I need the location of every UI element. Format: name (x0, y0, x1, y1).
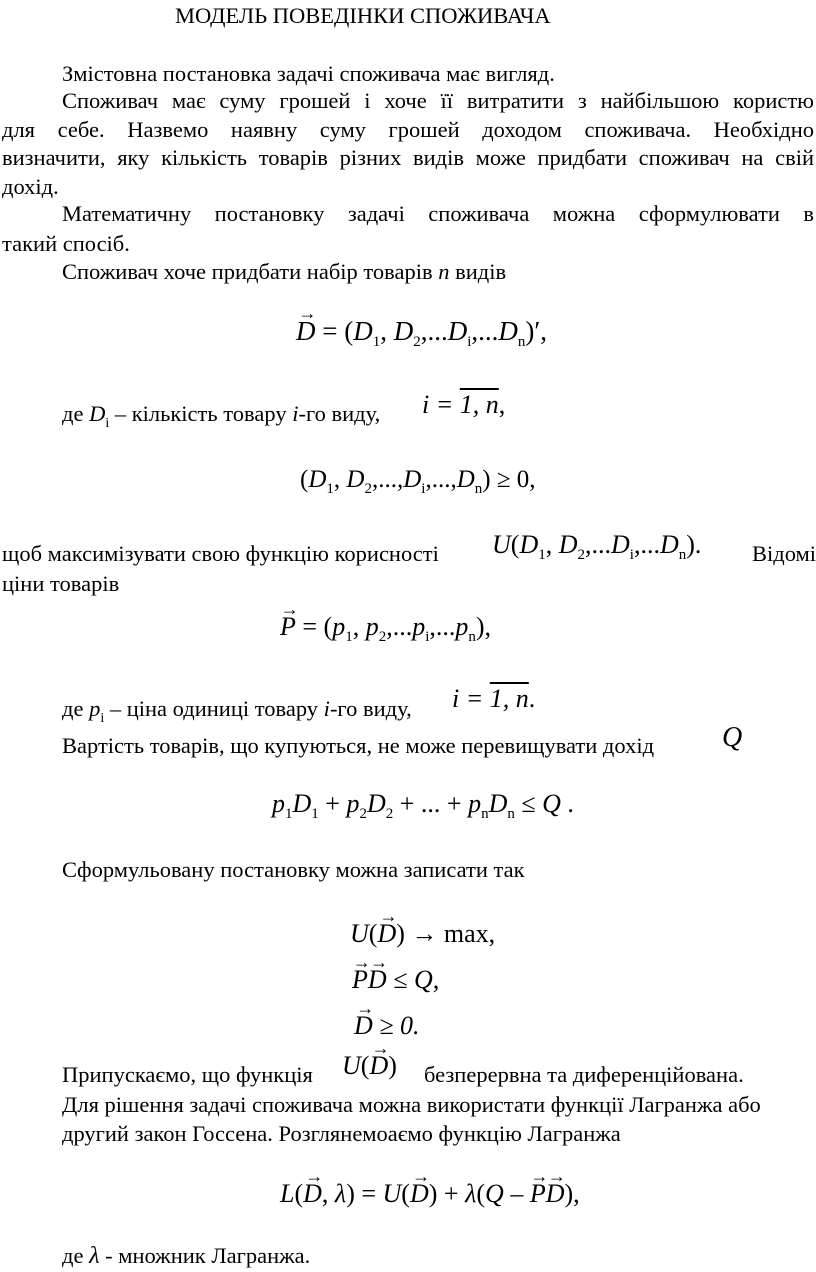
definition-line (62, 694, 412, 724)
sub: 1 (538, 547, 546, 563)
text-run: Відомі (752, 541, 816, 566)
range-i: i = (452, 684, 490, 713)
var: Q (542, 789, 561, 818)
op: + (318, 789, 347, 818)
paren: ( (300, 466, 309, 493)
var: D (447, 316, 468, 346)
paragraph-line: щоб максимізувати свою функцію корисності (2, 541, 439, 566)
text-run: ≤ Q, (386, 965, 440, 994)
var-U: U (342, 1051, 361, 1080)
eq-sign: = ( (295, 612, 333, 641)
text-run: безперервна та диференційована. (424, 1062, 744, 1087)
op: ≤ (514, 789, 543, 818)
paren: ) (396, 919, 405, 948)
sub: 1 (372, 334, 381, 350)
vector-D: → D (377, 919, 396, 949)
var: D (346, 466, 365, 493)
var: i (323, 696, 330, 721)
close: )′, (525, 316, 548, 346)
var-U: U (382, 1179, 402, 1208)
text-run: ≥ 0. (372, 1011, 420, 1040)
text-run: – кількість товару (109, 401, 293, 426)
var: D (403, 466, 422, 493)
var-lambda: λ (334, 1179, 347, 1208)
sub: i (421, 481, 426, 497)
paren: ) (428, 1179, 438, 1208)
vector-P: → P (352, 965, 368, 995)
eq-sign: ) = (346, 1179, 383, 1208)
sep: ,... (429, 612, 456, 641)
equation-lagrange (280, 1179, 580, 1209)
var: p (468, 789, 482, 818)
sub: n (474, 481, 483, 497)
sub: 2 (577, 547, 586, 563)
var: D (89, 401, 106, 426)
paren: ( (476, 1179, 486, 1208)
sep: , (545, 530, 559, 559)
paragraph-line (62, 1241, 310, 1271)
var-lambda: λ (465, 1179, 477, 1208)
paragraph-line: такий спосіб. (2, 231, 130, 256)
paragraph-line: визначити, яку кількість товарів різних видів може придбати споживач на свій (2, 145, 814, 170)
equation-nonnegativity (300, 466, 536, 497)
paragraph-line: дохід. (2, 174, 59, 199)
var: p (332, 612, 346, 641)
paren: ( (401, 1179, 410, 1208)
var-lambda: λ (89, 1243, 100, 1269)
range-1-n: 1, n (489, 684, 529, 713)
sub: 1 (285, 806, 293, 822)
var: p (272, 789, 285, 818)
text-run: де (62, 1243, 90, 1268)
paren: ( (368, 919, 378, 948)
op: – (503, 1179, 530, 1208)
sub: 2 (385, 806, 394, 822)
sub: i (467, 334, 472, 350)
vector-D: → D (303, 1179, 322, 1209)
var: D (353, 316, 373, 346)
equation-price-vector (280, 612, 492, 645)
op: + (437, 1179, 466, 1208)
var: p (346, 789, 360, 818)
paren: ( (294, 1179, 304, 1208)
sub: 1 (311, 806, 319, 822)
var: D (611, 530, 630, 559)
text-run: -го виду, (329, 696, 412, 721)
sep: ,... (585, 530, 612, 559)
page-title: МОДЕЛЬ ПОВЕДІНКИ СПОЖИВАЧА (175, 3, 551, 28)
op: + ... + (393, 789, 469, 818)
var: D (519, 530, 539, 559)
text-run: де (62, 401, 90, 426)
var: Q (722, 722, 743, 753)
paren: ) (388, 1051, 397, 1080)
text-run: -го виду, (298, 401, 381, 426)
var: D (659, 530, 679, 559)
var-L: L (280, 1179, 295, 1208)
var-Q (722, 722, 742, 754)
vector-P: → P (530, 1179, 546, 1209)
eq-sign: = ( (315, 316, 354, 346)
paragraph-line: Для рішення задачі споживача можна використати функції Лагранжа або (62, 1092, 761, 1117)
sep: ,..., (371, 466, 404, 493)
sub: i (629, 547, 634, 563)
sub: 1 (326, 481, 334, 497)
var: D (292, 789, 312, 818)
punct: . (560, 789, 574, 818)
vector-D: → D (369, 1051, 388, 1081)
sub: 2 (413, 334, 421, 350)
sub: i (105, 416, 110, 431)
text-run: Споживач хоче придбати набір товарів (62, 259, 439, 284)
var: p (412, 612, 426, 641)
paragraph-line: Споживач має суму грошей і хоче її витратити з найбільшою користю (62, 88, 814, 113)
definition-line (62, 399, 380, 429)
var: p (365, 612, 379, 641)
paragraph-line: для себе. Назвемо наявну суму грошей доходом споживача. Необхідно (2, 117, 814, 142)
close: ) ≥ 0, (482, 466, 536, 493)
close: ). (686, 530, 702, 559)
text-run: - множник Лагранжа. (99, 1243, 311, 1268)
sub: 2 (359, 806, 367, 822)
sep: , (352, 612, 366, 641)
var: D (488, 789, 508, 818)
index-range (452, 684, 535, 714)
paragraph-line: Припускаємо, що функція (62, 1062, 313, 1087)
text-run: де (62, 696, 90, 721)
sep: ,... (386, 612, 413, 641)
close: ), (475, 612, 492, 641)
vector-D: → D (368, 965, 387, 995)
sep: , (333, 466, 347, 493)
close: ), (564, 1179, 580, 1208)
paragraph-line (62, 257, 506, 287)
var: D (393, 316, 414, 346)
range-1-n: 1, n (459, 390, 499, 419)
var-U: U (492, 530, 511, 559)
paren: ( (360, 1051, 370, 1080)
system-line-nonneg (354, 1011, 420, 1041)
text-run: – ціна одиниці товару (104, 696, 324, 721)
sep: ,... (420, 316, 448, 346)
paragraph-line: другий закон Госсена. Розглянемоаємо функцію Лагранжа (62, 1121, 621, 1146)
text-run: → max, (404, 919, 496, 948)
sub: 2 (378, 629, 387, 645)
var: D (456, 466, 475, 493)
var-Q: Q (485, 1179, 504, 1208)
sub: n (468, 629, 476, 645)
paragraph-line: ціни товарів (2, 571, 120, 596)
var: D (308, 466, 327, 493)
var: D (558, 530, 578, 559)
index-range (422, 390, 505, 420)
var: p (455, 612, 469, 641)
vector-D: → D (410, 1179, 429, 1209)
sub: n (517, 334, 526, 350)
range-i: i = (422, 390, 460, 419)
sep: ,... (633, 530, 660, 559)
system-line-budget (352, 965, 439, 995)
var: D (366, 789, 386, 818)
vector-P: → P (280, 612, 296, 642)
vector-D: → D (354, 1011, 373, 1041)
var-n: n (438, 259, 450, 284)
paragraph-line: Математичну постановку задачі споживача можна сформулювати в (62, 201, 814, 226)
sub: n (481, 806, 489, 822)
sub: i (425, 629, 430, 645)
var: i (292, 401, 299, 426)
sub: i (100, 711, 105, 726)
paragraph-line: Сформульовану постановку можна записати так (62, 857, 525, 882)
var: D (498, 316, 518, 346)
vector-D: → D (546, 1179, 565, 1209)
sub: n (678, 547, 687, 563)
sub: n (507, 806, 515, 822)
utility-function-short (342, 1051, 397, 1081)
punct: . (528, 684, 536, 713)
paren: ( (510, 530, 520, 559)
sub: 1 (345, 629, 353, 645)
system-line-objective (350, 919, 495, 949)
equation-budget (272, 789, 574, 822)
vector-D: → D (296, 316, 316, 347)
sep: , (380, 316, 394, 346)
paragraph-intro: Змістовна постановка задачі споживача має вигляд. (62, 61, 555, 86)
punct: , (498, 390, 506, 419)
paragraph-line: Вартість товарів, що купуються, не може перевищувати дохід (62, 733, 655, 758)
sep: ,..., (425, 466, 457, 493)
var-U: U (350, 919, 369, 948)
equation-demand-vector (296, 316, 548, 350)
sep: , (321, 1179, 335, 1208)
sep: ,... (471, 316, 499, 346)
text-run: видів (449, 259, 507, 284)
sub: 2 (364, 481, 372, 497)
utility-function (492, 530, 702, 563)
var: p (89, 696, 101, 721)
